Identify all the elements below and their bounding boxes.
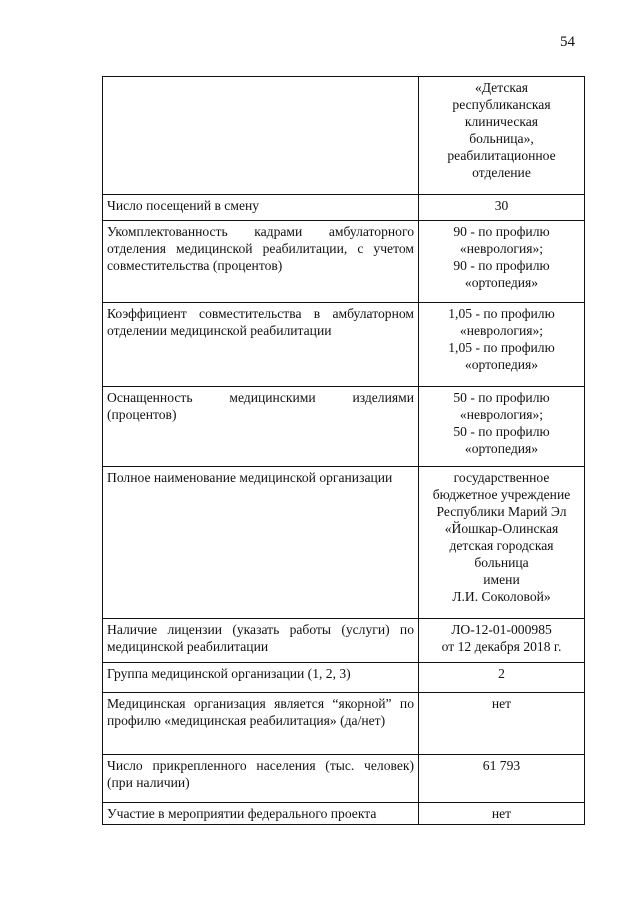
value-line: Л.И. Соколовой» [452, 589, 551, 604]
value-line: больница [474, 555, 529, 570]
value-line: ЛО-12-01-000985 [451, 622, 552, 637]
row-label: Медицинская организация является “якорной” по профилю «медицинская реабилитация» (да/нет) [103, 693, 419, 755]
table-row [103, 693, 585, 755]
value-line: бюджетное учреждение [432, 487, 571, 502]
table-row [103, 387, 585, 467]
row-value [419, 619, 585, 663]
value-line: отделение [472, 165, 531, 180]
row-value [419, 387, 585, 467]
value-line: «ортопедия» [464, 441, 539, 456]
value-line: «неврология»; [459, 241, 544, 256]
row-value [419, 303, 585, 387]
table-row [103, 755, 585, 803]
value-line: 90 - по профилю [453, 258, 550, 273]
value-line: республиканская [452, 97, 551, 112]
table-row [103, 221, 585, 303]
row-label [103, 77, 419, 195]
value-line: 90 - по профилю [453, 224, 550, 239]
page-number: 54 [560, 34, 575, 50]
value-line: имени [483, 572, 520, 587]
value-line: «неврология»; [459, 323, 544, 338]
value-line: «Йошкар-Олинская [444, 521, 559, 536]
value-line: 1,05 - по профилю [448, 340, 555, 355]
table-row [103, 467, 585, 619]
row-value [419, 221, 585, 303]
row-label: Коэффициент совместительства в амбулаторном отделении медицинской реабилитации [103, 303, 419, 387]
row-value [419, 195, 585, 221]
row-label: Участие в мероприятии федерального проекта [103, 803, 419, 825]
value-line: «ортопедия» [464, 357, 539, 372]
row-label: Число прикрепленного населения (тыс. человек) (при наличии) [103, 755, 419, 803]
value-line: нет [491, 696, 512, 711]
value-line: больница», [469, 131, 534, 146]
row-label: Оснащенность медицинскими изделиями (процентов) [103, 387, 419, 467]
value-line: 1,05 - по профилю [448, 306, 555, 321]
row-label: Укомплектованность кадрами амбулаторного отделения медицинской реабилитации, с учетом совместительства (процентов) [103, 221, 419, 303]
row-value [419, 803, 585, 825]
row-value [419, 755, 585, 803]
value-line: 50 - по профилю [453, 390, 550, 405]
value-line: «неврология»; [459, 407, 544, 422]
value-line: государственное [453, 470, 550, 485]
table-row [103, 663, 585, 693]
row-value [419, 693, 585, 755]
value-line: от 12 декабря 2018 г. [441, 639, 562, 654]
table-row [103, 303, 585, 387]
value-line: 30 [494, 198, 509, 213]
table-row [103, 803, 585, 825]
value-line: Республики Марий Эл [436, 504, 567, 519]
row-value [419, 467, 585, 619]
value-line: 2 [498, 666, 505, 681]
value-line: 50 - по профилю [453, 424, 550, 439]
row-label: Число посещений в смену [103, 195, 419, 221]
table-row [103, 77, 585, 195]
table-row [103, 619, 585, 663]
row-label: Наличие лицензии (указать работы (услуги) по медицинской реабилитации [103, 619, 419, 663]
value-line: «Детская [474, 80, 529, 95]
table-row [103, 195, 585, 221]
row-value [419, 77, 585, 195]
info-table [102, 76, 585, 825]
row-label: Группа медицинской организации (1, 2, 3) [103, 663, 419, 693]
value-line: 61 793 [482, 758, 521, 773]
row-value [419, 663, 585, 693]
value-line: нет [491, 806, 512, 821]
row-label: Полное наименование медицинской организации [103, 467, 419, 619]
value-line: клиническая [464, 114, 539, 129]
value-line: «ортопедия» [464, 275, 539, 290]
value-line: детская городская [449, 538, 554, 553]
value-line: реабилитационное [447, 148, 556, 163]
